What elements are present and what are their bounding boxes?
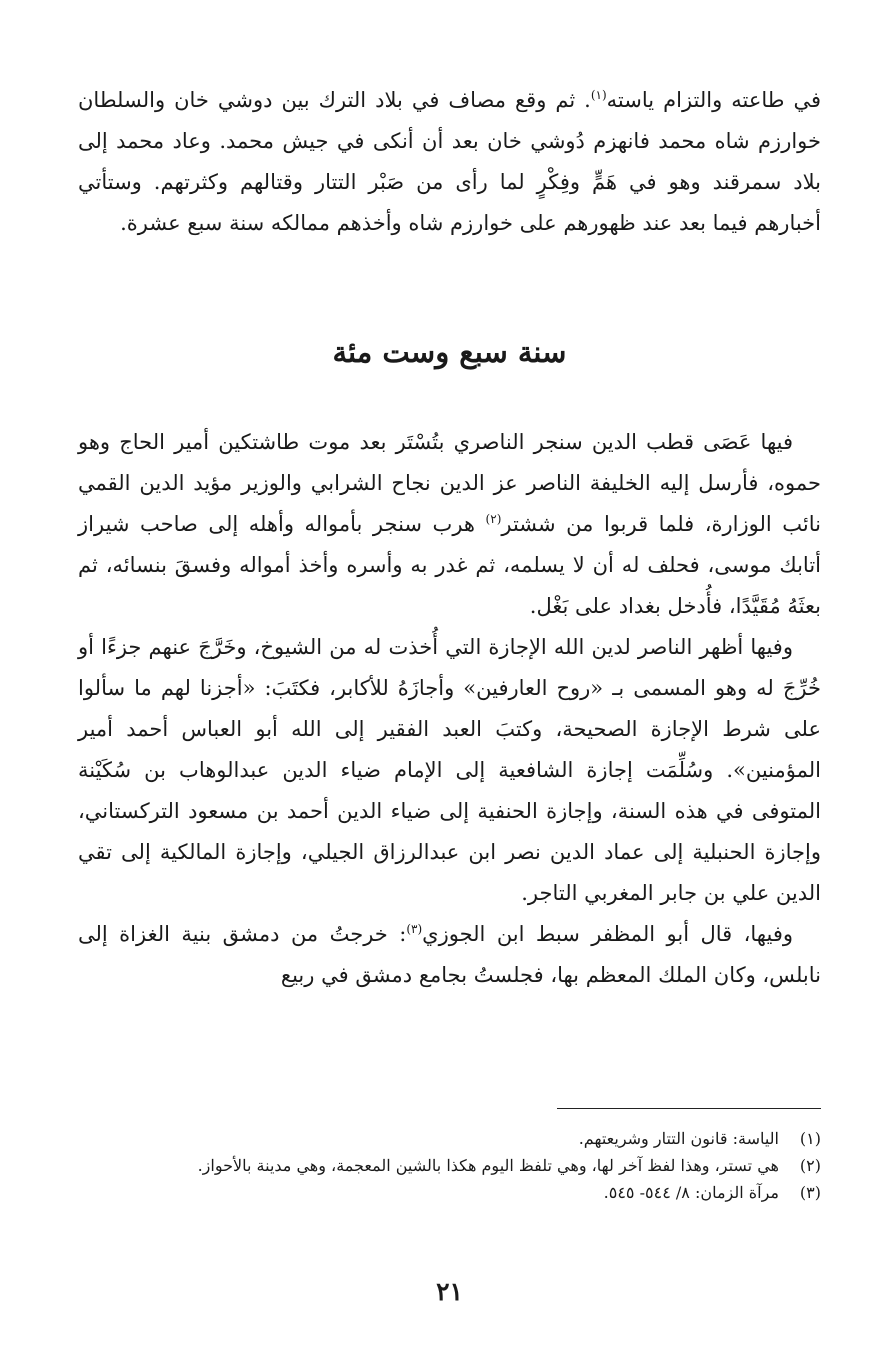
paragraph-sibt-ibn-al-jawzi (78, 914, 821, 996)
footnote-text: مرآة الزمان: ٨/ ٥٤٤- ٥٤٥. (603, 1183, 779, 1202)
footnote-number: (٣) (799, 1183, 821, 1202)
footnote-text: هي تستر، وهذا لفظ آخر لها، وهي تلفظ اليوم هكذا بالشين المعجمة، وهي مدينة بالأحواز. (197, 1156, 779, 1175)
footnotes-list (78, 1125, 821, 1206)
footnote-3 (78, 1179, 821, 1206)
intro-text-end: . ثم وقع مصاف في بلاد الترك بين دوشي خان والسلطان خوارزم شاه محمد فانهزم دُوشي خان بعد أن أنكى في جيش محمد. وعاد محمد إلى بلاد سمرقند وهو في هَمٍّ وفِكْرٍ لما رأى من صَبْر التتار وقتالهم وكثرتهم. وستأتي أخبارهم فيما بعد عند ظهورهم على خوارزم شاه وأخذهم ممالكه سنة سبع عشرة. (78, 88, 821, 235)
paragraph-1-text-start: فيها عَصَى قطب الدين سنجر الناصري بتُسْتَر بعد موت طاشتكين أمير الحاج وهو حموه، فأرسل إليه الخليفة الناصر عز الدين نجاح الشرابي والوزير مؤيد الدين القمي نائب الوزارة، فلما قربوا من ششتر (78, 430, 822, 536)
footnote-number: (٢) (799, 1156, 821, 1175)
footnote-2 (78, 1152, 821, 1179)
intro-text-start: في طاعته والتزام ياسته (606, 88, 822, 112)
section-body (78, 422, 821, 996)
footnote-marker-3[interactable]: (٣) (406, 922, 423, 936)
paragraph-3-text-start: وفيها، قال أبو المظفر سبط ابن الجوزي (422, 922, 793, 946)
section-heading: سنة سبع وست مئة (332, 335, 567, 369)
paragraph-1-text-end: هرب سنجر بأمواله وأهله إلى صاحب شيراز أتابك موسى، فحلف له أن لا يسلمه، ثم غدر به وأسره وأخذ أمواله وفسقَ بنسائه، ثم بعثَهُ مُقَيَّدًا، فأُدخل بغداد على بَغْل. (78, 512, 821, 618)
book-page (78, 0, 821, 1369)
footnote-marker-1[interactable]: (١) (590, 88, 607, 102)
footnote-1 (78, 1125, 821, 1152)
intro-paragraph (78, 80, 821, 244)
paragraph-qutb-al-din (78, 422, 821, 627)
footnote-number: (١) (799, 1129, 821, 1148)
footnote-marker-2[interactable]: (٢) (485, 512, 502, 526)
paragraph-ijaza: وفيها أظهر الناصر لدين الله الإجازة التي أُخذت له من الشيوخ، وخَرَّجَ عنهم جزءًا أو خُرِّجَ له وهو المسمى بـ «روح العارفين» وأجازَهُ للأكابر، فكتَبَ: «أجزنا لهم ما سألوا على شرط الإجازة الصحيحة، وكتبَ العبد الفقير إلى الله أبو العباس أحمد أمير المؤمنين». وسُلِّمَت إجازة الشافعية إلى الإمام ضياء الدين عبدالوهاب بن سُكَيْنة المتوفى في هذه السنة، وإجازة الحنفية إلى ضياء الدين أحمد بن مسعود التركستاني، وإجازة الحنبلية إلى عماد الدين نصر ابن عبدالرزاق الجيلي، وإجازة المالكية إلى تقي الدين علي بن جابر المغربي التاجر. (78, 635, 821, 905)
footnote-separator (557, 1108, 821, 1109)
paragraph-3-text-end: : خرجتُ من دمشق بنية الغزاة إلى نابلس، وكان الملك المعظم بها، فجلستُ بجامع دمشق في ربيع (78, 922, 821, 987)
footnote-text: الياسة: قانون التتار وشريعتهم. (578, 1129, 779, 1148)
page-number: ٢١ (436, 1277, 463, 1306)
